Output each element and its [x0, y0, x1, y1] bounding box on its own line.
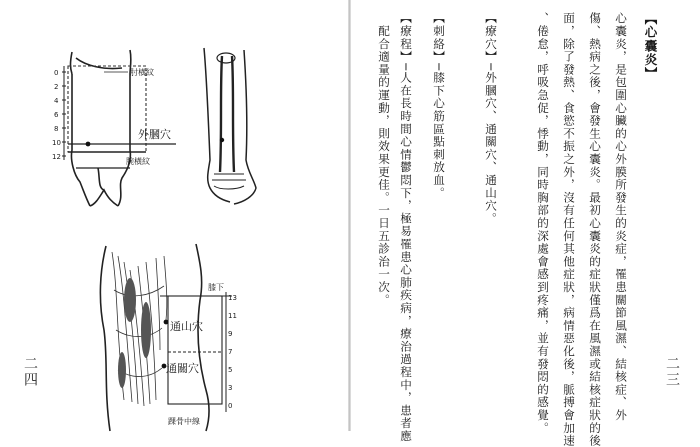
scale-tick: 0: [54, 69, 59, 77]
treatment-points: 【療穴】─外膕穴、通關穴、通山穴。: [484, 12, 498, 225]
scale-tick: 0: [228, 402, 233, 410]
elbow-crease-label: 肘橫紋: [130, 68, 154, 77]
text-column: 心囊炎，是包圍心臟的心外膜所發生的炎症，罹患關節風濕、結核症、外: [614, 12, 628, 422]
scale-tick: 10: [52, 139, 61, 147]
text-column: 面，除了發熱、食慾不振之外，沒有任何其他症狀，病情惡化後，脈搏會加速: [562, 12, 576, 447]
acupoint-marker: [162, 364, 167, 369]
book-gutter: [348, 0, 351, 431]
point-label-waiguo: 外膕穴: [138, 128, 171, 141]
point-label-tongshan: 通山穴: [170, 320, 203, 333]
point-label-tongguan: 通關穴: [166, 362, 199, 375]
scale-tick: 13: [228, 294, 237, 302]
scale-tick: 9: [228, 330, 233, 338]
scale-tick: 8: [54, 125, 59, 133]
scale-tick: 6: [54, 111, 59, 119]
scale-tick: 12: [52, 153, 61, 161]
text-column: 、倦怠，呼吸急促，悸動，同時胸部的深處會感到疼痛，並有發悶的感覺。: [536, 12, 550, 435]
ankle-midline-label: 踝骨中線: [168, 417, 200, 426]
scale-tick: 2: [54, 83, 59, 91]
text-column: 配合適量的運動，則效果更佳。一日五診治一次。: [377, 12, 391, 307]
knee-label: 膝下: [208, 283, 224, 292]
scale-tick: 3: [228, 384, 233, 392]
section-heading: 【心囊炎】: [643, 12, 658, 81]
treatment-course: 【療程】─人在長時間心情鬱悶下，極易罹患心肺疾病，療治過程中，患者應: [399, 12, 413, 443]
text-column: 傷、熱病之後，會發生心囊炎。最初心囊炎的症狀僅爲在風濕或結核症狀的後: [588, 12, 602, 447]
page-number-right: 二三: [664, 356, 680, 388]
scale-tick: 5: [228, 366, 233, 374]
wrist-crease-label: 腕橫紋: [126, 157, 150, 166]
text-block: [368, 12, 658, 447]
acupoint-marker: [164, 320, 169, 325]
page-number-left: 二四: [22, 356, 38, 388]
scale-tick: 7: [228, 348, 233, 356]
bloodletting: 【刺絡】─膝下心筋區點刺放血。: [432, 12, 446, 200]
scale-tick: 11: [228, 312, 237, 320]
scale-tick: 4: [54, 97, 59, 105]
